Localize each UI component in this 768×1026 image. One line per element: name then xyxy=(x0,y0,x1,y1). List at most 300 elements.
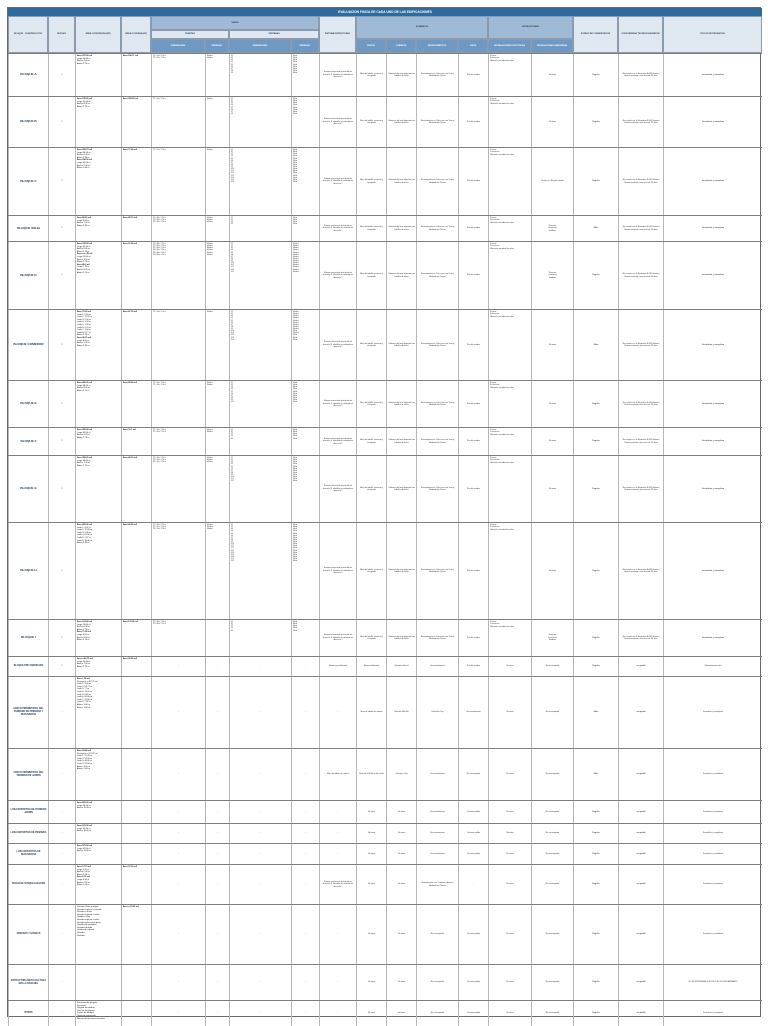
condition-cell xyxy=(573,1001,618,1026)
header-area-construida: AREA CONSTRUIDA (M2) xyxy=(75,16,121,53)
window-material: Metal xyxy=(293,457,298,459)
electrical-value: No tiene xyxy=(506,810,514,813)
walls-cell xyxy=(356,965,386,1000)
cladding-cell xyxy=(416,97,458,147)
window-material: Metal xyxy=(293,159,298,162)
electrical-cell xyxy=(488,844,531,864)
empty-value: - xyxy=(217,711,218,714)
walls-value: Muro de ladrillo, caravista y tarrajeado xyxy=(359,635,383,640)
window-code: V12 xyxy=(231,547,235,550)
window-dimensions-cell xyxy=(229,242,291,309)
built-area-cell xyxy=(75,216,121,241)
window-material: Madera xyxy=(293,243,299,245)
walls-cell xyxy=(356,523,386,619)
door-material: Madera xyxy=(207,384,213,387)
cladding-value: Revestimiento en Cielo raso con Yeso y Acabado de Pintura xyxy=(420,273,455,278)
window-material: Madera xyxy=(293,321,299,324)
roof-cell xyxy=(386,865,416,904)
structural-system-cell xyxy=(319,865,356,904)
block-name: BLOQUE E xyxy=(20,401,37,406)
floors-value: Piso de madera xyxy=(466,636,481,639)
pdim-cell xyxy=(151,865,205,904)
empty-value: - xyxy=(217,665,218,668)
condition-cell xyxy=(573,905,618,964)
window-code: V3 xyxy=(231,461,234,464)
electrical-cell xyxy=(488,428,531,455)
door-dimension: P4 0.80 x 2.10 m xyxy=(153,249,166,252)
levels-cell xyxy=(48,865,75,904)
window-code: V13 xyxy=(231,549,235,552)
cladding-value: Revestimiento en Cielo raso con Yeso y Acabado de Pintura xyxy=(420,72,455,77)
floors-value: Piso de madera xyxy=(466,402,481,405)
pmat-cell xyxy=(205,1001,229,1026)
levels-value: 1 xyxy=(61,569,63,572)
header-area-ocupada: AREA OCUPADA (M2) xyxy=(121,16,151,53)
window-material-cell xyxy=(291,523,319,619)
intervention-value: Demolición y reemplazo xyxy=(701,402,725,405)
cladding-cell xyxy=(416,677,458,748)
empty-value: - xyxy=(217,981,218,984)
electrical-value: No tiene xyxy=(506,1012,514,1015)
block-name-cell xyxy=(8,657,48,676)
window-code: V5 xyxy=(231,251,234,254)
occupied-area-cell xyxy=(121,620,151,656)
roof-value: Cobertura de losa aligerada con ladrillos de techo xyxy=(388,119,415,124)
window-material: Madera xyxy=(293,266,299,269)
window-material: Metal xyxy=(293,478,298,481)
floors-cell xyxy=(458,148,488,215)
condition-cell xyxy=(573,801,618,823)
floors-value: Piso de madera xyxy=(466,180,481,183)
sanitary-value: No corresponde xyxy=(545,832,560,835)
window-material: Metal xyxy=(293,538,298,541)
table-row xyxy=(8,380,762,427)
table-row xyxy=(8,904,762,964)
block-name-cell xyxy=(8,456,48,522)
built-area-line: Lado 6: 18.00 m xyxy=(77,539,93,542)
window-code: V3 xyxy=(231,625,234,628)
condition-value: Malo xyxy=(593,773,599,776)
window-material: Metal xyxy=(293,463,298,466)
sanitary-value: No tiene xyxy=(548,440,557,443)
window-material: Metal xyxy=(293,530,298,533)
table-header xyxy=(8,16,762,53)
door-material: Madera xyxy=(207,221,213,224)
electrical-cell xyxy=(488,216,531,241)
cladding-value: Revestimiento en Cielo raso con Yeso y Acabado de Pintura xyxy=(420,439,455,444)
window-material: Metal xyxy=(293,63,298,66)
floors-value: - xyxy=(473,883,474,886)
structural-system-cell xyxy=(319,1001,356,1026)
built-area-cell xyxy=(75,456,121,522)
window-code: V2 xyxy=(231,623,234,626)
window-code: V13 xyxy=(231,336,235,339)
levels-cell xyxy=(48,844,75,864)
window-code: V7 xyxy=(231,394,234,397)
window-material-cell xyxy=(291,54,319,96)
header-vanos: VANOS xyxy=(151,16,319,30)
floors-value: Piso de madera xyxy=(466,440,481,443)
floors-cell xyxy=(458,965,488,1000)
window-code: V10 xyxy=(231,543,235,546)
window-code: V11 xyxy=(231,478,234,481)
built-area-line: Área 230.00 m2 xyxy=(77,243,93,245)
window-material: Madera xyxy=(293,313,299,316)
floors-cell xyxy=(458,1001,488,1026)
condition-cell xyxy=(573,310,618,380)
intervention-cell xyxy=(663,456,762,522)
electrical-cell xyxy=(488,1001,531,1026)
built-area-line: Veredas xyxy=(77,932,85,935)
door-dimension: P1 1.00 x 2.10 m xyxy=(153,311,166,313)
levels-value: 1 xyxy=(61,227,63,230)
window-code: V4 xyxy=(231,223,234,226)
block-name: BLOQUE H xyxy=(20,568,37,573)
pdim-cell xyxy=(151,844,205,864)
intervention-value: Demolición y reemplazo xyxy=(701,343,725,346)
built-area-line: Veredas patio secundaria xyxy=(77,921,101,924)
window-code: V9 xyxy=(231,166,234,168)
built-area-line: Lado 8: 2.17 m xyxy=(77,331,91,334)
electrical-value: Si tiene Si funciona Ubicación en todas las aulas xyxy=(490,429,515,436)
empty-value: - xyxy=(178,852,179,855)
window-code: V12 xyxy=(231,266,235,269)
intervention-value: Demolición y reemplazo xyxy=(702,883,724,886)
block-name-cell xyxy=(8,148,48,215)
window-code: V11 xyxy=(231,264,234,267)
window-code: V12 xyxy=(231,334,235,337)
compliance-cell xyxy=(618,801,663,823)
window-material: Metal xyxy=(293,178,298,181)
electrical-cell xyxy=(488,965,531,1000)
window-code: V9 xyxy=(231,399,234,401)
compliance-value: aceptable xyxy=(636,773,646,776)
roof-cell xyxy=(386,381,416,427)
sanitary-cell xyxy=(531,657,573,676)
door-material: Madera xyxy=(207,219,213,222)
structural-system-cell xyxy=(319,54,356,96)
structural-system: Sistema pre fabricado xyxy=(328,665,348,668)
sanitary-value: Si tiene en Regular estado xyxy=(541,180,564,183)
compliance-cell xyxy=(618,905,663,964)
built-area-line: Largo 21.00 m xyxy=(77,100,91,103)
occupied-area: Área 133.45 m2 xyxy=(123,621,139,623)
floors-value: Cemento pulido xyxy=(466,852,481,855)
window-material: Metal xyxy=(293,547,298,550)
block-name-cell xyxy=(8,620,48,656)
cladding-value: Sin revestimiento xyxy=(430,832,445,835)
window-code: V8 xyxy=(231,163,234,166)
block-name-cell xyxy=(8,801,48,823)
door-material-cell xyxy=(205,381,229,427)
occupied-area-cell xyxy=(121,965,151,1000)
floors-cell xyxy=(458,97,488,147)
electrical-value: No tiene xyxy=(506,711,514,714)
table-row xyxy=(8,823,762,843)
built-area-line: Altura 2.80 m xyxy=(77,344,90,347)
table-row xyxy=(8,455,762,522)
window-material: Metal xyxy=(293,57,298,60)
roof-cell xyxy=(386,844,416,864)
structural-system: - xyxy=(337,832,339,835)
window-material: Madera xyxy=(293,262,299,265)
levels-cell xyxy=(48,456,75,522)
vdim-cell xyxy=(229,657,291,676)
levels-value: - xyxy=(61,883,63,886)
levels-value: - xyxy=(61,810,63,813)
sanitary-cell xyxy=(531,824,573,843)
built-area-line: Área 206.00 m2 xyxy=(77,159,93,162)
condition-value: Malo xyxy=(593,227,599,230)
door-dimension: P1 1.00 x 2.10 m xyxy=(153,55,166,57)
built-area-line: Altura 2.70 m xyxy=(77,261,90,264)
door-material-cell xyxy=(205,620,229,656)
cladding-value: Sin revestimiento xyxy=(430,773,445,776)
floors-cell xyxy=(458,310,488,380)
walls-cell xyxy=(356,216,386,241)
built-area-line: Ancho 8.00 m xyxy=(77,636,90,639)
occupied-area-cell xyxy=(121,844,151,864)
empty-value: - xyxy=(178,883,179,886)
roof-cell xyxy=(386,428,416,455)
empty-value: - xyxy=(260,1012,261,1015)
window-code: V10 xyxy=(231,262,235,265)
roof-cell xyxy=(386,523,416,619)
built-area-line: Largo 38.00 m xyxy=(77,151,91,154)
built-area-cell xyxy=(75,381,121,427)
sanitary-cell xyxy=(531,905,573,964)
sanitary-cell xyxy=(531,216,573,241)
built-area-line: Lado 2: 15.80 m xyxy=(77,529,93,532)
structural-system-cell xyxy=(319,310,356,380)
window-material: Metal xyxy=(293,166,298,168)
built-area-line: Ancho 7.00 m xyxy=(77,222,90,225)
window-material: Madera xyxy=(293,255,299,258)
cladding-cell xyxy=(416,749,458,800)
walls-value: Muro de ladrillo, caravista y tarrajeado xyxy=(359,179,383,184)
compliance-value: aceptable xyxy=(636,852,646,855)
empty-value: - xyxy=(217,810,218,813)
compliance-value: No cumple con la Normativa E.030 Sistema Sismorresistente, tiene más de 20 años xyxy=(622,401,660,406)
window-material-cell xyxy=(291,620,319,656)
structural-system-cell xyxy=(319,148,356,215)
intervention-cell xyxy=(663,242,762,309)
electrical-value: No tiene xyxy=(506,852,514,855)
built-area-line: Tapas de inspección xyxy=(77,1015,96,1018)
cladding-value: Revestimiento en Cielo raso con Yeso y Acabado de Pintura xyxy=(420,486,455,491)
built-area-line: Largo 32.00 m xyxy=(77,827,91,830)
cladding-value: Revestimiento en Cielo raso con Yeso y Acabado de Pintura xyxy=(420,119,455,124)
structural-system: - xyxy=(337,981,339,984)
levels-cell xyxy=(48,657,75,676)
window-material: Metal xyxy=(293,151,298,154)
header-muros: MUROS xyxy=(356,39,386,53)
empty-value: - xyxy=(178,981,179,984)
built-area-line: Ancho 7.00 m xyxy=(77,164,90,167)
roof-cell xyxy=(386,657,416,676)
header-intervencion: TIPO DE INTERVENCION xyxy=(663,16,762,53)
window-material: Metal xyxy=(293,388,298,391)
empty-value: - xyxy=(260,883,261,886)
empty-value: - xyxy=(305,832,306,835)
built-area-line: Área 276.00 m2 xyxy=(77,55,93,57)
walls-cell xyxy=(356,657,386,676)
window-code: V4 xyxy=(231,104,234,107)
roof-value: Cobertura de losa aligerada con ladrillos de techo xyxy=(388,568,415,573)
built-area-line: Largo 3.50 m xyxy=(77,879,90,882)
window-code: V7 xyxy=(231,323,234,326)
pdim-cell xyxy=(151,657,205,676)
floors-cell xyxy=(458,657,488,676)
door-dimension: P1 1.00 x 2.10 m xyxy=(153,149,166,151)
cladding-value: Revestimiento en Cielo raso con Yeso y Acabado de Pintura xyxy=(420,226,455,231)
compliance-cell xyxy=(618,148,663,215)
window-code: V1 xyxy=(231,524,234,526)
levels-cell xyxy=(48,905,75,964)
levels-cell xyxy=(48,97,75,147)
occupied-area-cell xyxy=(121,749,151,800)
window-dimensions-cell xyxy=(229,456,291,522)
occupied-area-cell xyxy=(121,456,151,522)
window-material: Metal xyxy=(293,69,298,72)
compliance-value: No cumple con la Normativa E.030 Sistema Sismorresistente, tiene más de 20 años xyxy=(622,226,660,231)
electrical-cell xyxy=(488,824,531,843)
built-area-cell xyxy=(75,865,121,904)
built-area-line: Ancho 15.00 m xyxy=(77,807,91,810)
evaluation-table-body xyxy=(8,53,762,1018)
condition-cell xyxy=(573,749,618,800)
vmat-cell xyxy=(291,801,319,823)
sanitary-value: No corresponde xyxy=(545,933,560,936)
door-material: Madera xyxy=(207,528,213,531)
window-code: V10 xyxy=(231,168,235,171)
window-code: V6 xyxy=(231,65,234,68)
structural-system: - xyxy=(337,852,339,855)
window-material: Madera xyxy=(293,264,299,267)
empty-value: - xyxy=(305,810,306,813)
occupied-area-cell xyxy=(121,148,151,215)
intervention-cell xyxy=(663,824,762,843)
window-material-cell xyxy=(291,310,319,380)
walls-cell xyxy=(356,242,386,309)
built-area-line: Postes de Madera xyxy=(77,1012,94,1015)
door-dimensions-cell xyxy=(151,54,205,96)
condition-value: Regular xyxy=(592,852,600,855)
window-material: Metal xyxy=(293,392,298,395)
table-row xyxy=(8,241,762,309)
door-dimension: P3 1.00 x 2.10 m xyxy=(153,528,166,531)
header-estado: ESTADO DE CONSERVACION xyxy=(573,16,618,53)
empty-value: - xyxy=(217,773,218,776)
window-material: Metal xyxy=(293,536,298,539)
condition-value: Regular xyxy=(592,120,600,123)
built-area-line: Largo 32.00 m xyxy=(77,847,91,850)
cladding-value: Cobertura Teja xyxy=(431,711,444,714)
window-code: V5 xyxy=(231,465,234,468)
door-dimensions-cell xyxy=(151,148,205,215)
structural-system-cell xyxy=(319,381,356,427)
floors-cell xyxy=(458,620,488,656)
window-material: Madera xyxy=(293,260,299,262)
table-row xyxy=(8,619,762,656)
window-material: Metal xyxy=(293,623,298,626)
condition-value: Regular xyxy=(592,981,600,984)
structural-system: - xyxy=(337,810,339,813)
pdim-cell xyxy=(151,965,205,1000)
built-area-line: Lado 1: 21.40 m xyxy=(77,755,93,758)
empty-value: - xyxy=(260,665,261,668)
built-area-line: Altura: 3.00 m xyxy=(77,704,90,707)
floors-value: Cemento pulido xyxy=(466,981,481,984)
window-code: V16 xyxy=(231,555,235,558)
window-code: V6 xyxy=(231,108,234,111)
floors-cell xyxy=(458,801,488,823)
window-code: V2 xyxy=(231,431,234,434)
intervention-cell xyxy=(663,216,762,241)
window-material: Metal xyxy=(293,386,298,389)
walls-cell xyxy=(356,677,386,748)
occupied-area: Área 51.90 m2 xyxy=(123,243,137,245)
block-name: BLOQUE PRE FABRICADO xyxy=(13,665,44,668)
window-code: V5 xyxy=(231,63,234,66)
walls-value: No tiene xyxy=(367,1012,376,1015)
built-area-line: Altura 2.70 m xyxy=(77,436,90,439)
walls-value: No tiene xyxy=(367,810,376,813)
built-area-cell xyxy=(75,620,121,656)
built-area-cell xyxy=(75,749,121,800)
window-code: V10 xyxy=(231,401,235,404)
electrical-value: Si tiene Si funciona Ubicación en todas las aulas xyxy=(490,243,515,250)
walls-cell xyxy=(356,865,386,904)
vdim-cell xyxy=(229,749,291,800)
window-material-cell xyxy=(291,456,319,522)
floors-value: Piso de madera xyxy=(466,227,481,230)
structural-system-cell xyxy=(319,428,356,455)
window-code: V11 xyxy=(231,545,234,548)
occupied-area: Área 85.40 m2 xyxy=(123,382,137,384)
electrical-value: Si tiene Si funciona Ubicación en todas las aulas xyxy=(490,621,515,628)
window-material: Metal xyxy=(293,98,298,100)
pdim-cell xyxy=(151,905,205,964)
levels-cell xyxy=(48,620,75,656)
built-area-line: Largo 4.70 m xyxy=(77,868,90,871)
window-material: Metal xyxy=(293,541,298,543)
structural-system-cell xyxy=(319,523,356,619)
door-material-cell xyxy=(205,216,229,241)
built-area-line: Área n.46.75 m2 xyxy=(77,658,93,660)
window-material: Metal xyxy=(293,161,298,164)
cladding-cell xyxy=(416,865,458,904)
cladding-cell xyxy=(416,242,458,309)
electrical-value: Si tiene Si funciona Ubicación en todas las aulas xyxy=(490,55,515,62)
built-area-cell xyxy=(75,824,121,843)
header-ventanas: VENTANAS xyxy=(229,30,319,39)
built-area-line: Altura 2.70 m xyxy=(77,334,90,337)
pdim-cell xyxy=(151,824,205,843)
vmat-cell xyxy=(291,677,319,748)
sanitary-cell xyxy=(531,54,573,96)
cladding-cell xyxy=(416,428,458,455)
structural-system: Sistema estructural aporticado en dirección X, albañilería confinada en dirección Y xyxy=(322,71,354,79)
vmat-cell xyxy=(291,865,319,904)
sanitary-value: No corresponde xyxy=(545,883,560,886)
window-code: V14 xyxy=(231,338,235,341)
window-material: Metal xyxy=(293,621,298,623)
walls-value: No tiene xyxy=(367,981,376,984)
roof-value: Cobertura de losa aligerada con ladrillos de techo xyxy=(388,635,415,640)
cladding-value: Revestimiento en Cielo raso con Yeso y Acabado de Pintura xyxy=(420,401,455,406)
window-material: Metal xyxy=(293,560,298,563)
